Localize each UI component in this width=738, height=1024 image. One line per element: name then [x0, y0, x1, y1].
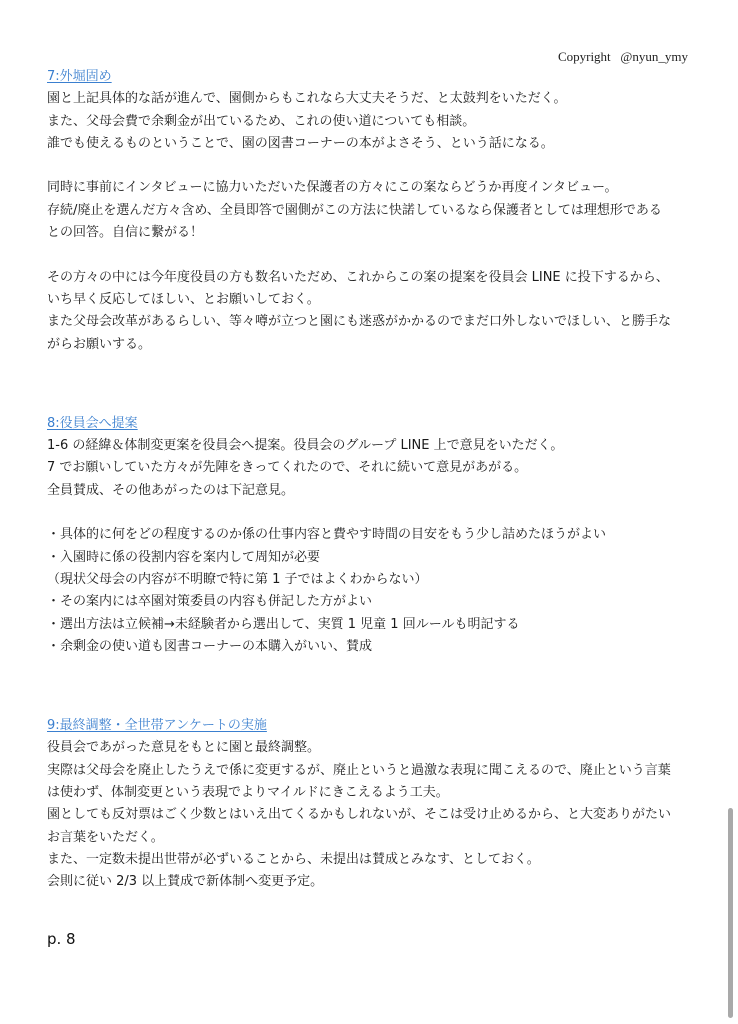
section-heading: 9:最終調整・全世帯アンケートの実施 [47, 718, 267, 734]
paragraph-line: は使わず、体制変更という表現でよりマイルドにきこえるよう工夫。 [47, 785, 449, 801]
paragraph-line: いち早く反応してほしい、とお願いしておく。 [47, 291, 320, 307]
section-heading: 7:外堀固め [47, 69, 112, 84]
document-body [47, 66, 697, 894]
paragraph-line: 存続/廃止を選んだ方々含め、全員即答で園側がこの方法に快諾しているなら保護者としては理想形である [47, 202, 662, 218]
paragraph-line: 7 でお願いしていた方々が先陣をきってくれたので、それに続いて意見があがる。 [47, 460, 528, 476]
paragraph-line: お言葉をいただく。 [47, 829, 164, 845]
paragraph-line: また、父母会費で余剰金が出ているため、これの使い道についても相談。 [47, 113, 476, 129]
section-heading: 8:役員会へ提案 [47, 415, 138, 431]
paragraph-line: 実際は父母会を廃止したうえで係に変更するが、廃止というと過激な表現に聞こえるので、廃止という言葉 [47, 762, 671, 778]
paragraph-line: また父母会改革があるらしい、等々噂が立つと園にも迷惑がかかるのでまだ口外しないでほしい、と勝手な [47, 314, 672, 330]
paragraph-line: 全員賛成、その他あがったのは下記意見。 [47, 482, 295, 498]
list-item: ・その案内には卒園対策委員の内容も併記した方がよい [47, 594, 373, 610]
paragraph-line: 1-6 の経緯＆体制変更案を役員会へ提案。役員会のグループ LINE 上で意見をいただく。 [47, 438, 564, 454]
list-item: ・入園時に係の役割内容を案内して周知が必要 [47, 549, 321, 565]
list-item: ・選出方法は立候補→未経験者から選出して、実質 1 児童 1 回ルールも明記する [47, 616, 520, 632]
list-item: ・余剰金の使い道も図書コーナーの本購入がいい、賛成 [47, 638, 373, 654]
paragraph-line: 役員会であがった意見をもとに園と最終調整。 [47, 740, 321, 756]
paragraph-line: 園と上記具体的な話が進んで、園側からもこれなら大丈夫そうだ、と太鼓判をいただく。 [47, 91, 567, 107]
page-number: p. 8 [47, 930, 76, 948]
section-9 [47, 715, 697, 893]
paragraph-line: との回答。自信に繋がる！ [47, 225, 204, 241]
paragraph-line: また、一定数未提出世帯が必ずいることから、未提出は賛成とみなす、としておく。 [47, 851, 540, 867]
section-7 [47, 66, 697, 356]
list-item: ・具体的に何をどの程度するのか係の仕事内容と費やす時間の目安をもう少し詰めたほうがよい [47, 527, 607, 543]
paragraph-line: 同時に事前にインタビューに協力いただいた保護者の方々にこの案ならどうか再度インタビュー。 [47, 180, 618, 196]
section-8 [47, 413, 697, 658]
paragraph-line: 会則に従い 2/3 以上賛成で新体制へ変更予定。 [47, 874, 324, 890]
list-item: （現状父母会の内容が不明瞭で特に第 1 子ではよくわからない） [47, 571, 428, 587]
paragraph-line: 園としても反対票はごく少数とはいえ出てくるかもしれないが、そこは受け止めるから、と大変ありがたい [47, 807, 672, 823]
copyright-text: Copyright @nyun_ymy [557, 49, 688, 64]
paragraph-line: がらお願いする。 [47, 336, 152, 352]
paragraph-line: 誰でも使えるものということで、園の図書コーナーの本がよさそう、という話になる。 [47, 135, 554, 151]
scrollbar-thumb[interactable] [728, 808, 733, 1018]
paragraph-line: その方々の中には今年度役員の方も数名いただめ、これからこの案の提案を役員会 LINE に投下するから、 [47, 269, 669, 285]
